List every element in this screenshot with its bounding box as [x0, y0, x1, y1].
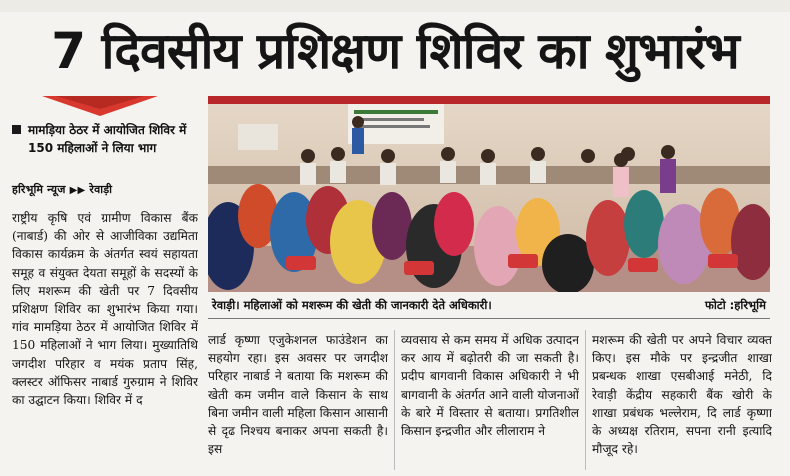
headline: 7 दिवसीय प्रशिक्षण शिविर का शुभारंभ — [51, 22, 739, 80]
caption-divider — [208, 318, 770, 319]
photo-credit: फोटो :हरिभूमि — [705, 298, 766, 312]
photo-caption-row — [208, 295, 770, 315]
photo-caption: रेवाड़ी। महिलाओं को मशरूम की खेती की जानकारी देते अधिकारी। — [212, 298, 492, 312]
byline — [12, 182, 112, 197]
news-photo — [208, 96, 770, 292]
byline-arrow-icon: ▶▶ — [69, 185, 86, 196]
top-strip — [0, 0, 790, 12]
byline-source: हरिभूमि न्यूज — [12, 183, 66, 196]
square-bullet-icon — [12, 125, 21, 134]
photo-illustration — [208, 96, 770, 292]
body-column-1: राष्ट्रीय कृषि एवं ग्रामीण विकास बैंक (नाबार्ड) की ओर से आजीविका उद्यमिता विकास कार्यक्रम के अंतर्गत स्वयं सहायता समूह व संयुक्त देयता समूहों के सदस्यों के लिए मशरूम की खेती पर 7 दिवसीय प्रशिक्षण शिविर का शुभारंभ किया गया। गांव मामड़िया ठेठर में आयोजित शिविर में 150 महिलाओं ने भाग लिया। मुख्यातिथि जगदीश परिहार व मयंक प्रताप सिंह, क्लस्टर ऑफिसर नाबार्ड गुरुग्राम ने शिविर का उद्घाटन किया। शिविर में द — [12, 211, 198, 408]
column-divider — [585, 330, 586, 470]
chevron-decoration-icon — [42, 96, 158, 116]
byline-place: रेवाड़ी — [89, 183, 113, 196]
body-column-4: मशरूम की खेती पर अपने विचार व्यक्त किए। इस मौके पर इन्द्रजीत शाखा प्रबन्धक शाखा एसबीआई मनेठी, दि रेवाड़ी केंद्रीय सहकारी बैंक खोरी के शाखा प्रबंधक भल्लेराम, दि लार्ड कृष्णा के अध्यक्ष रतिराम, सपना रानी इत्यादि मौजूद रहे। — [592, 333, 772, 457]
column-divider — [394, 330, 395, 470]
body-column-3: व्यवसाय से कम समय में अधिक उत्पादन कर आय में बढ़ोतरी की जा सकती है। प्रदीप बागवानी विकास अधिकारी ने भी बागवानी के अंतर्गत आने वाली योजनाओं के बारे में विस्तार से बताया। प्रगतिशील किसान इन्द्रजीत और लीलाराम ने — [401, 333, 579, 439]
body-column-2: लार्ड कृष्णा एजुकेशनल फाउंडेशन का सहयोग रहा। इस अवसर पर जगदीश परिहार नाबार्ड ने बताया कि मशरूम की खेती कम जमीन वाले किसान के साथ बिना जमीन वाली महिला किसान आसानी से दृढ निश्चय बनाकर अपना सकती है। इस — [208, 333, 388, 457]
subheading: मामड़िया ठेठर में आयोजित शिविर में 150 महिलाओं ने लिया भाग — [28, 123, 187, 155]
subheading-block — [12, 121, 202, 157]
